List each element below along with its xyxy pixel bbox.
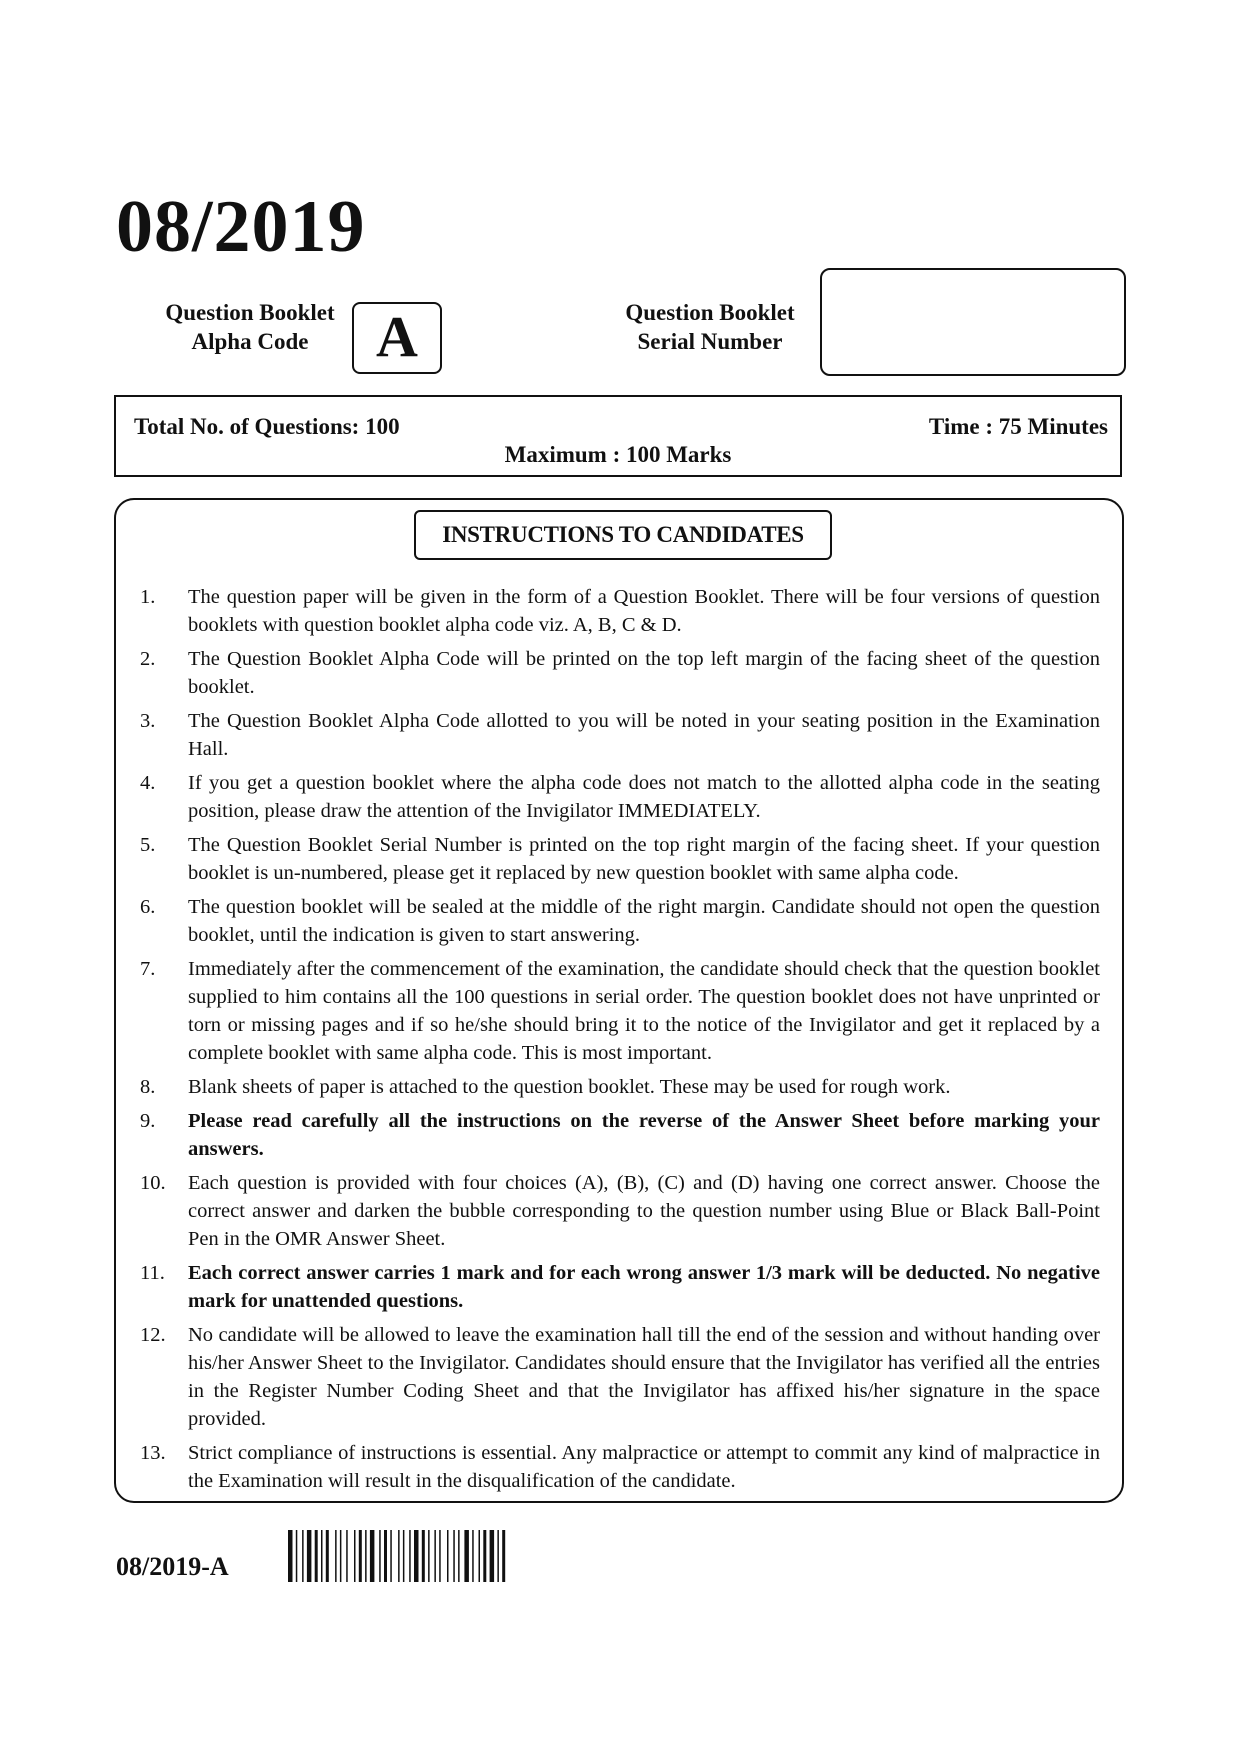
instruction-text: Strict compliance of instructions is essential. Any malpractice or attempt to commit any kind of malpractice in the Examination will result in the disqualification of the candidate. [188,1442,1100,1492]
instruction-item [140,1169,1100,1253]
exam-code-title: 08/2019 [116,186,366,268]
instruction-text: Immediately after the commencement of the examination, the candidate should check that the question booklet supplied to him contains all the 100 questions in serial order. The question booklet does not have unprinted or torn or missing pages and if so he/she should bring it to the notice of the Invigilator and get it replaced by a complete booklet with same alpha code. This is most important. [188,958,1100,1064]
instruction-number: 5. [140,834,156,856]
instruction-number: 9. [140,1110,156,1132]
instruction-item [140,1259,1100,1315]
instruction-number: 11. [140,1262,165,1284]
instruction-text: Each question is provided with four choices (A), (B), (C) and (D) having one correct answer. Choose the correct answer and darken the bubble corresponding to the question number using Blue or Black Ball-Point Pen in the OMR Answer Sheet. [188,1172,1100,1250]
instruction-item [140,955,1100,1067]
instruction-number: 4. [140,772,156,794]
instruction-number: 3. [140,710,156,732]
instruction-text: The question paper will be given in the form of a Question Booklet. There will be four versions of question booklets with question booklet alpha code viz. A, B, C & D. [188,586,1100,636]
instruction-text: The Question Booklet Alpha Code allotted to you will be noted in your seating position in the Examination Hall. [188,710,1100,760]
exam-time: Time : 75 Minutes [928,414,1108,439]
serial-label-line1: Question Booklet [625,300,795,325]
footer-booklet-code: 08/2019-A [116,1552,229,1581]
instruction-number: 10. [140,1172,166,1194]
instruction-item [140,707,1100,763]
instructions-list [140,583,1100,1501]
total-questions: Total No. of Questions: 100 [134,414,400,439]
instruction-number: 8. [140,1076,156,1098]
instruction-text: The Question Booklet Alpha Code will be printed on the top left margin of the facing sheet of the question booklet. [188,648,1100,698]
instruction-text: No candidate will be allowed to leave the examination hall till the end of the session and without handing over his/her Answer Sheet to the Invigilator. Candidates should ensure that the Invigilator has verified all the entries in the Register Number Coding Sheet and that the Invigilator has affixed his/her signature in the space provided. [188,1324,1100,1430]
instruction-number: 6. [140,896,156,918]
serial-number-label [600,298,820,356]
instructions-heading: INSTRUCTIONS TO CANDIDATES [414,510,832,560]
barcode-icon [288,1530,540,1582]
instruction-number: 12. [140,1324,166,1346]
alpha-code-label [150,298,350,356]
alpha-label-line1: Question Booklet [165,300,335,325]
alpha-label-line2: Alpha Code [191,329,309,354]
instruction-number: 1. [140,586,156,608]
exam-info-box [114,395,1122,477]
instruction-item [140,1321,1100,1433]
instruction-item [140,769,1100,825]
instruction-item [140,893,1100,949]
instruction-text: The question booklet will be sealed at the middle of the right margin. Candidate should not open the question booklet, until the indication is given to start answering. [188,896,1100,946]
maximum-marks: Maximum : 100 Marks [504,442,732,467]
instruction-text: If you get a question booklet where the alpha code does not match to the allotted alpha code in the seating position, please draw the attention of the Invigilator IMMEDIATELY. [188,772,1100,822]
instruction-item [140,645,1100,701]
instruction-text: Each correct answer carries 1 mark and for each wrong answer 1/3 mark will be deducted. No negative mark for unattended questions. [188,1262,1100,1312]
instruction-number: 13. [140,1442,166,1464]
serial-number-box [820,268,1126,376]
instruction-item [140,1073,1100,1101]
instruction-item [140,583,1100,639]
instruction-item [140,831,1100,887]
serial-label-line2: Serial Number [637,329,783,354]
alpha-code-box: A [352,302,442,374]
instruction-number: 2. [140,648,156,670]
instruction-number: 7. [140,958,156,980]
instruction-text: Please read carefully all the instructions on the reverse of the Answer Sheet before marking your answers. [188,1110,1100,1160]
instruction-item [140,1107,1100,1163]
instruction-item [140,1439,1100,1495]
instruction-text: Blank sheets of paper is attached to the question booklet. These may be used for rough work. [188,1076,951,1098]
instruction-text: The Question Booklet Serial Number is printed on the top right margin of the facing sheet. If your question booklet is un-numbered, please get it replaced by new question booklet with same alpha code. [188,834,1100,884]
